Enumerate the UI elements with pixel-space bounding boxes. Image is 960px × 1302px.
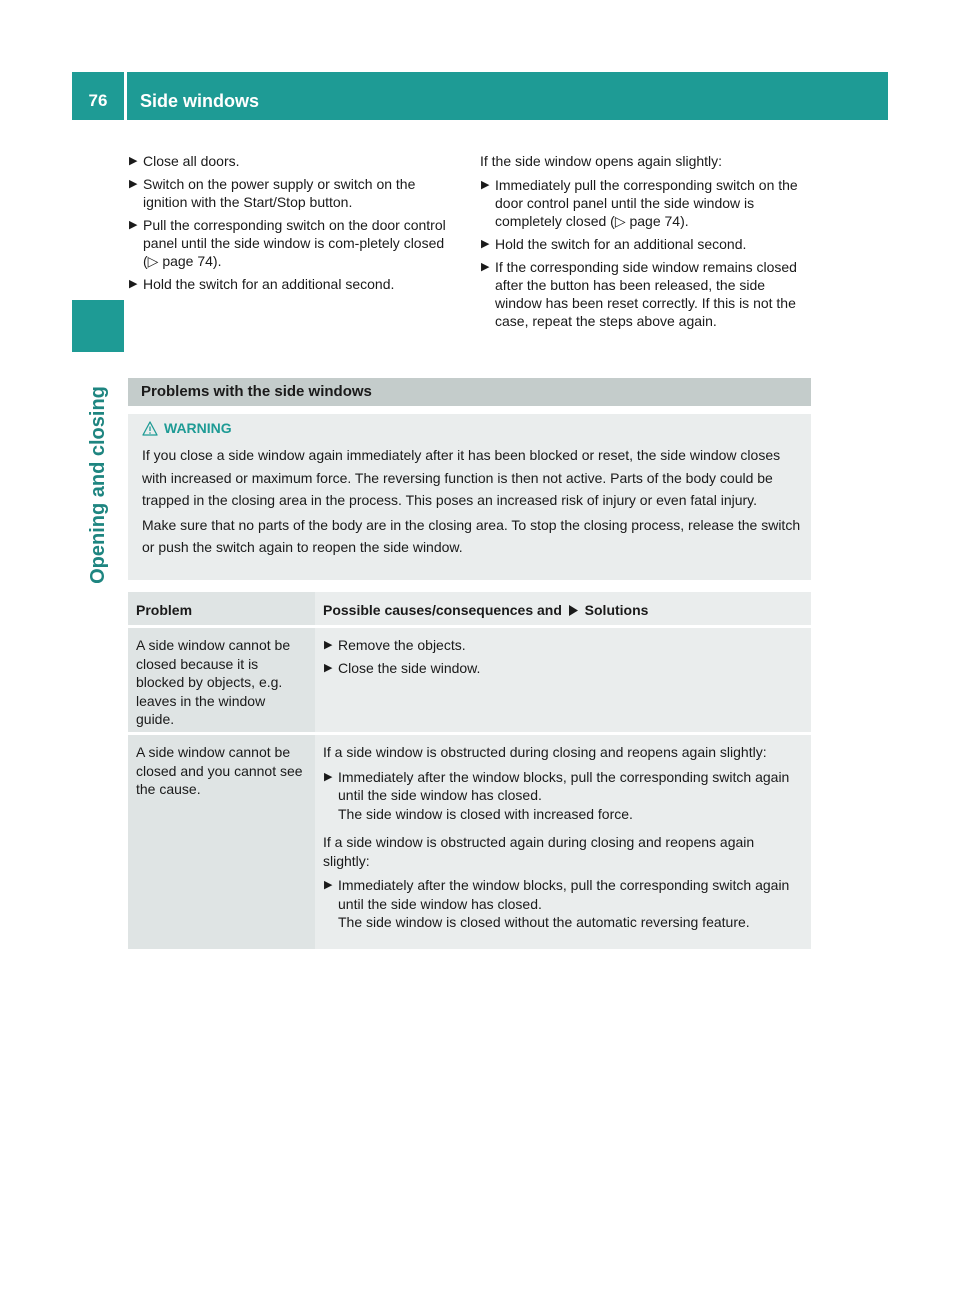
intro-text: If the side window opens again slightly: — [480, 153, 723, 169]
step-text: Immediately after the window blocks, pull the corresponding switch again until the side window has closed. — [338, 768, 790, 803]
page-number: 76 — [88, 91, 108, 110]
column-header-problem: Problem — [136, 602, 193, 618]
instruction-step — [128, 175, 460, 211]
section-heading-bar — [128, 378, 811, 406]
header-bar — [127, 72, 888, 120]
chapter-label: Opening and closing — [87, 386, 109, 584]
warning-paragraph: Make sure that no parts of the body are in the closing area. To stop the closing process, release the switch or push the switch again to reopen the side window. — [142, 516, 801, 555]
step-text: Close all doors. — [143, 153, 240, 169]
page-title: Side windows — [140, 91, 260, 111]
problem-text: A side window cannot be closed because it is blocked by objects, e.g. leaves in the window guide. — [136, 637, 291, 727]
step-text: Immediately after the window blocks, pull the corresponding switch again until the side window has closed. — [338, 877, 790, 912]
instruction-step — [128, 216, 460, 270]
step-arrow-icon: ▶ — [324, 662, 333, 674]
instruction-step — [480, 176, 812, 230]
header-cell-problem — [128, 592, 315, 627]
step-text: Hold the switch for an additional second. — [495, 236, 747, 252]
step-arrow-icon: ▶ — [129, 155, 138, 167]
warning-label: WARNING — [164, 420, 232, 436]
section-title: Problems with the side windows — [141, 383, 372, 400]
step-text: Switch on the power supply or switch on the ignition with the Start/Stop button. — [143, 176, 416, 210]
column-header-solutions-prefix: Possible causes/consequences and — [323, 602, 562, 618]
step-text: Remove the objects. — [338, 637, 466, 653]
warning-heading — [142, 419, 232, 437]
step-text: If the corresponding side window remains closed after the button has been released, the side window has been reset correctly. If this is not the case, repeat the steps above again. — [495, 259, 797, 329]
step-arrow-icon: ▶ — [324, 770, 333, 783]
step-arrow-icon: ▶ — [324, 639, 333, 651]
column-header-solutions-suffix: Solutions — [584, 602, 649, 618]
result-text: The side window is closed with increased force. — [338, 805, 633, 822]
problem-text: A side window cannot be closed and you cannot see the cause. — [136, 744, 303, 797]
instruction-step — [323, 876, 803, 932]
warning-paragraph: If you close a side window again immediately after it has been blocked or reset, the side window closes with increased or maximum force. The reversing function is then not active. Parts of the body could be trapped in the closing area in the process. This poses an increased risk of injury or even fatal injury. — [142, 447, 781, 508]
chapter-tab-marker — [72, 300, 124, 352]
step-text: Pull the corresponding switch on the door control panel until the side window is com-pletely closed (▷ page 74). — [143, 217, 446, 269]
solution-cell — [315, 627, 811, 734]
solution-arrow-icon — [568, 604, 579, 617]
step-text: Close the side window. — [338, 660, 481, 676]
instruction-step — [323, 636, 803, 654]
solution-cell — [315, 734, 811, 949]
left-column — [128, 152, 460, 298]
table-row — [128, 627, 811, 734]
table-row — [128, 734, 811, 949]
warning-text — [142, 444, 804, 561]
result-text: The side window is closed without the automatic reversing feature. — [338, 914, 750, 930]
instruction-step — [323, 659, 803, 677]
step-arrow-icon: ▶ — [129, 219, 138, 231]
table-header-row — [128, 592, 811, 627]
instruction-step — [128, 152, 460, 170]
instruction-step — [128, 275, 460, 293]
problem-cell — [128, 627, 315, 734]
step-arrow-icon: ▶ — [481, 261, 490, 273]
step-arrow-icon: ▶ — [129, 178, 138, 190]
warning-triangle-icon — [142, 421, 158, 436]
header-cell-solutions — [315, 592, 811, 627]
step-arrow-icon: ▶ — [481, 238, 490, 250]
instruction-step — [480, 258, 812, 330]
step-arrow-icon: ▶ — [129, 278, 138, 290]
warning-box — [128, 414, 811, 580]
intro-text: If a side window is obstructed during closing and reopens again slightly: — [323, 744, 767, 760]
page-number-box — [72, 72, 124, 120]
instruction-step — [480, 235, 812, 253]
intro-text: If a side window is obstructed again during closing and reopens again slightly: — [323, 834, 755, 869]
step-text: Immediately pull the corresponding switch on the door control panel until the side window is completely closed (▷ page 74). — [495, 177, 798, 229]
problem-cell — [128, 734, 315, 949]
step-arrow-icon: ▶ — [324, 879, 333, 891]
instruction-step — [323, 768, 803, 824]
problem-table — [128, 592, 811, 949]
step-arrow-icon: ▶ — [481, 179, 490, 191]
right-column — [480, 152, 812, 335]
step-text: Hold the switch for an additional second. — [143, 276, 395, 292]
